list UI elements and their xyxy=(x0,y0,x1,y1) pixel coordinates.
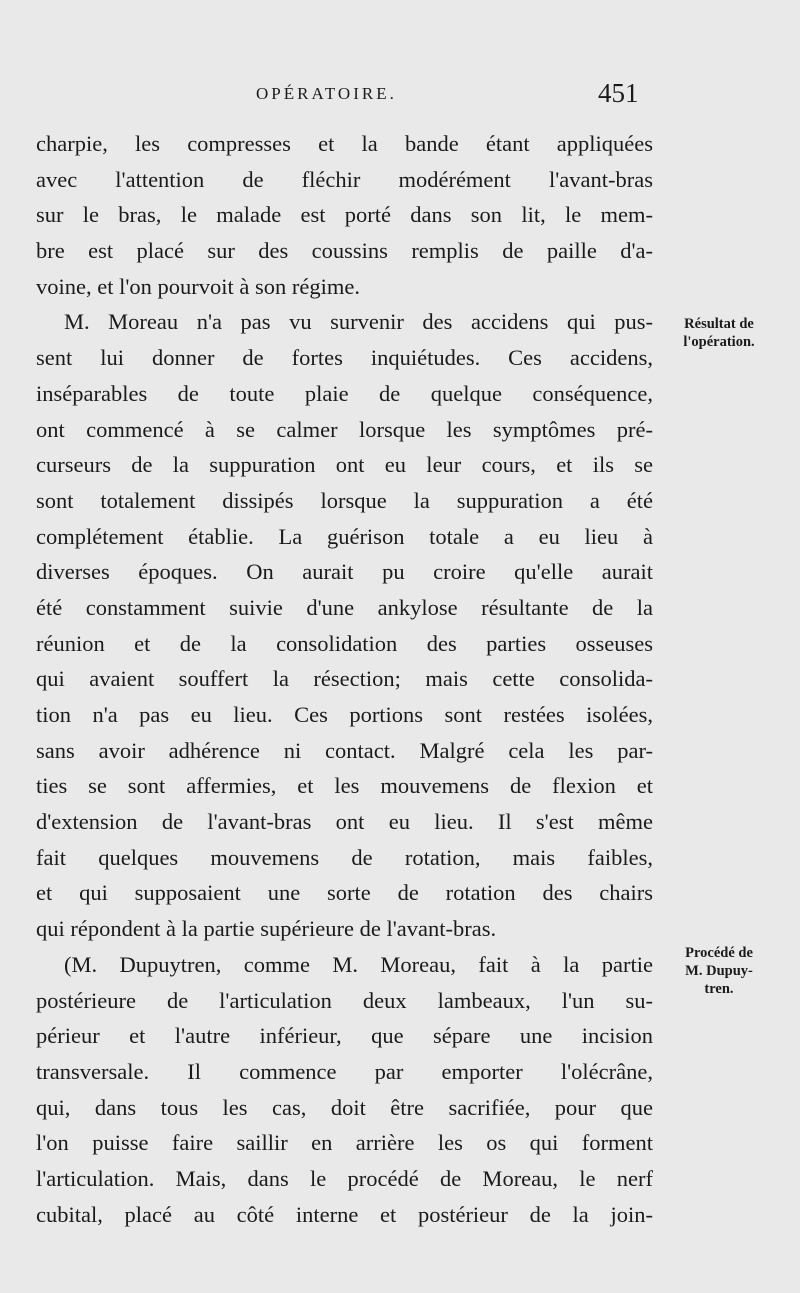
text-line: sans avoir adhérence ni contact. Malgré cela les par- xyxy=(36,737,653,763)
text-line: qui, dans tous les cas, doit être sacrifiée, pour que xyxy=(36,1094,653,1120)
margin-note-line: Résultat de xyxy=(684,316,754,332)
margin-note-line: tren. xyxy=(704,981,734,997)
margin-note-result xyxy=(664,315,774,351)
text-line: sont totalement dissipés lorsque la suppuration a été xyxy=(36,487,653,513)
text-line: réunion et de la consolidation des parties osseuses xyxy=(36,630,653,656)
text-line: M. Moreau n'a pas vu survenir des accidens qui pus- xyxy=(64,309,653,335)
text-line: complétement établie. La guérison totale a eu lieu à xyxy=(36,523,653,549)
text-line: et qui supposaient une sorte de rotation des chairs xyxy=(36,880,653,906)
text-line: ties se sont affermies, et les mouvemens de flexion et xyxy=(36,773,653,799)
text-line: avec l'attention de fléchir modérément l'avant-bras xyxy=(36,166,653,192)
text-line: transversale. Il commence par emporter l'olécrâne, xyxy=(36,1058,653,1084)
margin-note-line: M. Dupuy- xyxy=(685,963,753,979)
text-line: périeur et l'autre inférieur, que sépare une incision xyxy=(36,1023,653,1049)
page-number: 451 xyxy=(598,78,639,108)
text-line: postérieure de l'articulation deux lambeaux, l'un su- xyxy=(36,987,653,1013)
text-line: été constamment suivie d'une ankylose résultante de la xyxy=(36,594,653,620)
text-line: tion n'a pas eu lieu. Ces portions sont restées isolées, xyxy=(36,702,653,727)
text-line: (M. Dupuytren, comme M. Moreau, fait à la partie xyxy=(64,951,653,977)
text-line: cubital, placé au côté interne et postérieur de la join- xyxy=(36,1201,653,1227)
text-line: inséparables de toute plaie de quelque conséquence, xyxy=(36,380,653,406)
text-line: bre est placé sur des coussins remplis de paille d'a- xyxy=(36,238,653,264)
text-line: l'articulation. Mais, dans le procédé de Moreau, le nerf xyxy=(36,1165,653,1191)
text-line: sur le bras, le malade est porté dans son lit, le mem- xyxy=(36,202,653,228)
page-header xyxy=(0,78,800,112)
text-line: fait quelques mouvemens de rotation, mais faibles, xyxy=(36,844,653,870)
text-line: ont commencé à se calmer lorsque les symptômes pré- xyxy=(36,416,653,442)
margin-note-line: l'opération. xyxy=(683,334,755,350)
text-line: d'extension de l'avant-bras ont eu lieu. Il s'est même xyxy=(36,809,653,835)
text-line: qui répondent à la partie supérieure de l'avant-bras. xyxy=(36,916,497,942)
text-line: l'on puisse faire saillir en arrière les os qui forment xyxy=(36,1130,653,1156)
text-line: qui avaient souffert la résection; mais cette consolida- xyxy=(36,666,653,692)
text-line: voine, et l'on pourvoit à son régime. xyxy=(36,273,360,299)
text-line: sent lui donner de fortes inquiétudes. Ces accidens, xyxy=(36,345,653,371)
text-line: charpie, les compresses et la bande étant appliquées xyxy=(36,131,653,156)
text-line: diverses époques. On aurait pu croire qu'elle aurait xyxy=(36,559,653,585)
running-title: OPÉRATOIRE. xyxy=(256,84,397,103)
margin-note-line: Procédé de xyxy=(685,945,753,961)
body-text xyxy=(36,126,653,1232)
text-line: curseurs de la suppuration ont eu leur cours, et ils se xyxy=(36,452,653,478)
margin-note-procedure xyxy=(664,944,774,998)
